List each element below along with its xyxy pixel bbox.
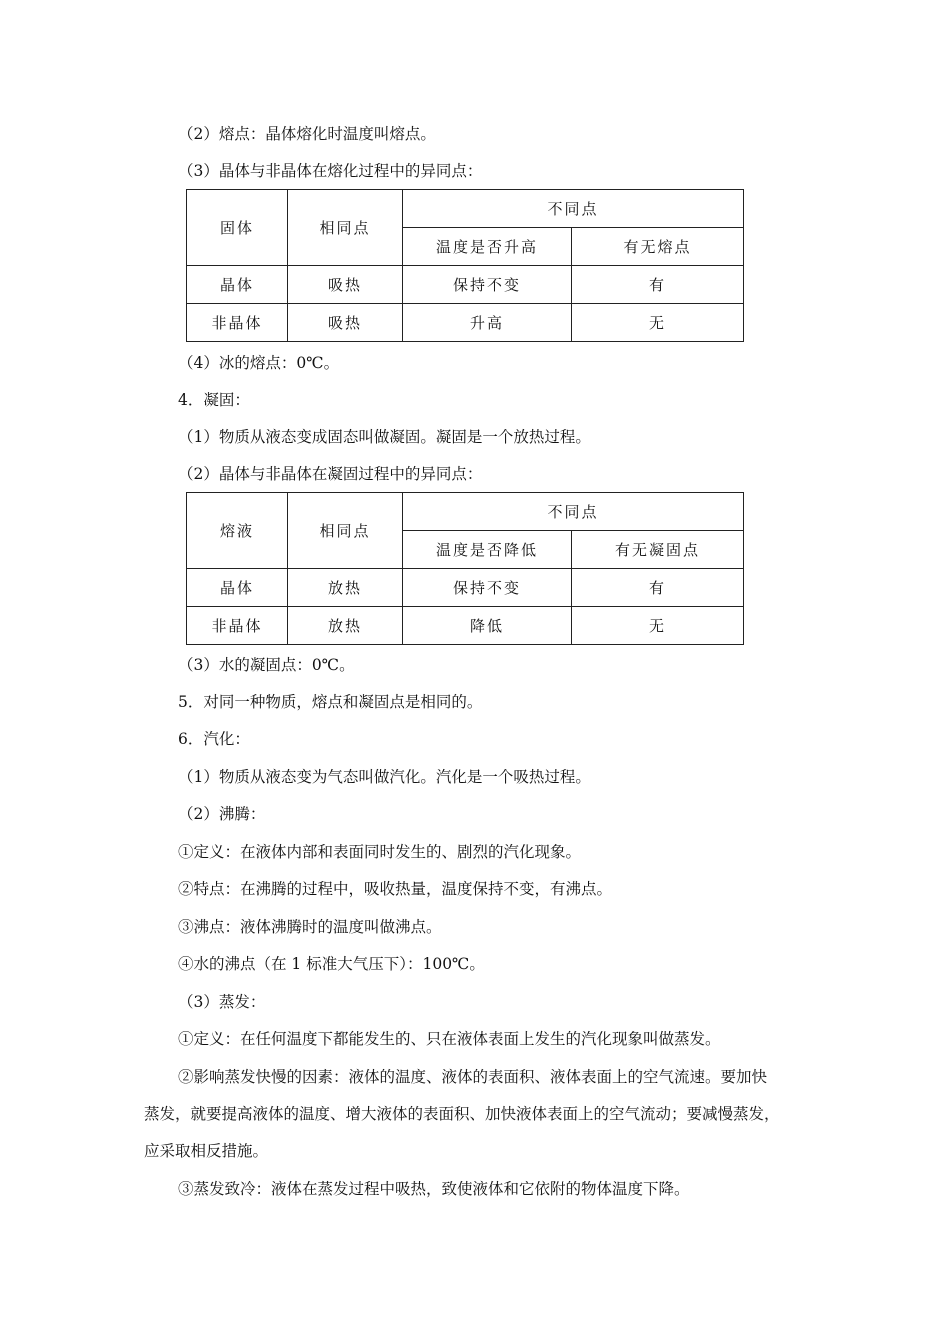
- table-cell: 保持不变: [403, 569, 572, 607]
- header-solid: 固体: [187, 190, 288, 266]
- header-temperature-drop: 温度是否降低: [403, 531, 572, 569]
- text-line-same-point: 5．对同一种物质，熔点和凝固点是相同的。: [178, 693, 483, 711]
- table-row: [187, 607, 744, 645]
- table-cell: 吸热: [288, 304, 403, 342]
- table-cell: 晶体: [187, 266, 288, 304]
- table-row: [187, 569, 744, 607]
- table-cell: 放热: [288, 569, 403, 607]
- text-line-vaporization-definition: （1）物质从液态变为气态叫做汽化。汽化是一个吸热过程。: [178, 768, 591, 786]
- melting-comparison-table: [186, 189, 744, 342]
- table-cell: 非晶体: [187, 304, 288, 342]
- text-line-boiling-features: ②特点：在沸腾的过程中，吸收热量，温度保持不变，有沸点。: [178, 880, 613, 898]
- text-line-ice-melting-point: （4）冰的熔点：0℃。: [178, 354, 340, 372]
- table-cell: 降低: [403, 607, 572, 645]
- subheading-boiling: （2）沸腾：: [178, 805, 266, 823]
- text-line-evaporation-definition: ①定义：在任何温度下都能发生的、只在液体表面上发生的汽化现象叫做蒸发。: [178, 1030, 721, 1048]
- section-heading-vaporization: 6．汽化：: [178, 730, 250, 748]
- header-similarity: 相同点: [288, 493, 403, 569]
- table-cell: 吸热: [288, 266, 403, 304]
- text-line-evaporative-cooling: ③蒸发致冷：液体在蒸发过程中吸热，致使液体和它依附的物体温度下降。: [178, 1180, 690, 1198]
- text-line-solidification-definition: （1）物质从液态变成固态叫做凝固。凝固是一个放热过程。: [178, 428, 591, 446]
- header-melt: 熔液: [187, 493, 288, 569]
- header-has-freezing-point: 有无凝固点: [572, 531, 744, 569]
- table-cell: 保持不变: [403, 266, 572, 304]
- table-cell: 无: [572, 607, 744, 645]
- table-cell: 非晶体: [187, 607, 288, 645]
- header-differences: 不同点: [403, 190, 744, 228]
- table-row: [187, 304, 744, 342]
- text-line-evaporation-factors: ②影响蒸发快慢的因素：液体的温度、液体的表面积、液体表面上的空气流速。要加快: [178, 1068, 768, 1086]
- table-cell: 有: [572, 266, 744, 304]
- header-differences: 不同点: [403, 493, 744, 531]
- text-line-water-freezing-point: （3）水的凝固点：0℃。: [178, 656, 355, 674]
- text-line-solidification-comparison-intro: （2）晶体与非晶体在凝固过程中的异同点：: [178, 465, 483, 483]
- table-cell: 放热: [288, 607, 403, 645]
- header-temperature-rise: 温度是否升高: [403, 228, 572, 266]
- text-line-water-boiling-point: ④水的沸点（在 1 标准大气压下）：100℃。: [178, 955, 485, 973]
- table-cell: 无: [572, 304, 744, 342]
- header-has-melting-point: 有无熔点: [572, 228, 744, 266]
- text-line-melting-point: （2）熔点：晶体熔化时温度叫熔点。: [178, 125, 436, 143]
- section-heading-solidification: 4．凝固：: [178, 391, 250, 409]
- table-cell: 升高: [403, 304, 572, 342]
- solidification-comparison-table: [186, 492, 744, 645]
- table-cell: 有: [572, 569, 744, 607]
- text-line-boiling-point: ③沸点：液体沸腾时的温度叫做沸点。: [178, 918, 442, 936]
- text-line-melting-comparison-intro: （3）晶体与非晶体在熔化过程中的异同点：: [178, 162, 483, 180]
- text-line-evaporation-factors-cont: 蒸发，就要提高液体的温度、增大液体的表面积、加快液体表面上的空气流动；要减慢蒸发，: [144, 1105, 780, 1123]
- table-cell: 晶体: [187, 569, 288, 607]
- header-similarity: 相同点: [288, 190, 403, 266]
- subheading-evaporation: （3）蒸发：: [178, 993, 266, 1011]
- table-row: [187, 266, 744, 304]
- text-line-evaporation-factors-end: 应采取相反措施。: [144, 1142, 269, 1160]
- text-line-boiling-definition: ①定义：在液体内部和表面同时发生的、剧烈的汽化现象。: [178, 843, 582, 861]
